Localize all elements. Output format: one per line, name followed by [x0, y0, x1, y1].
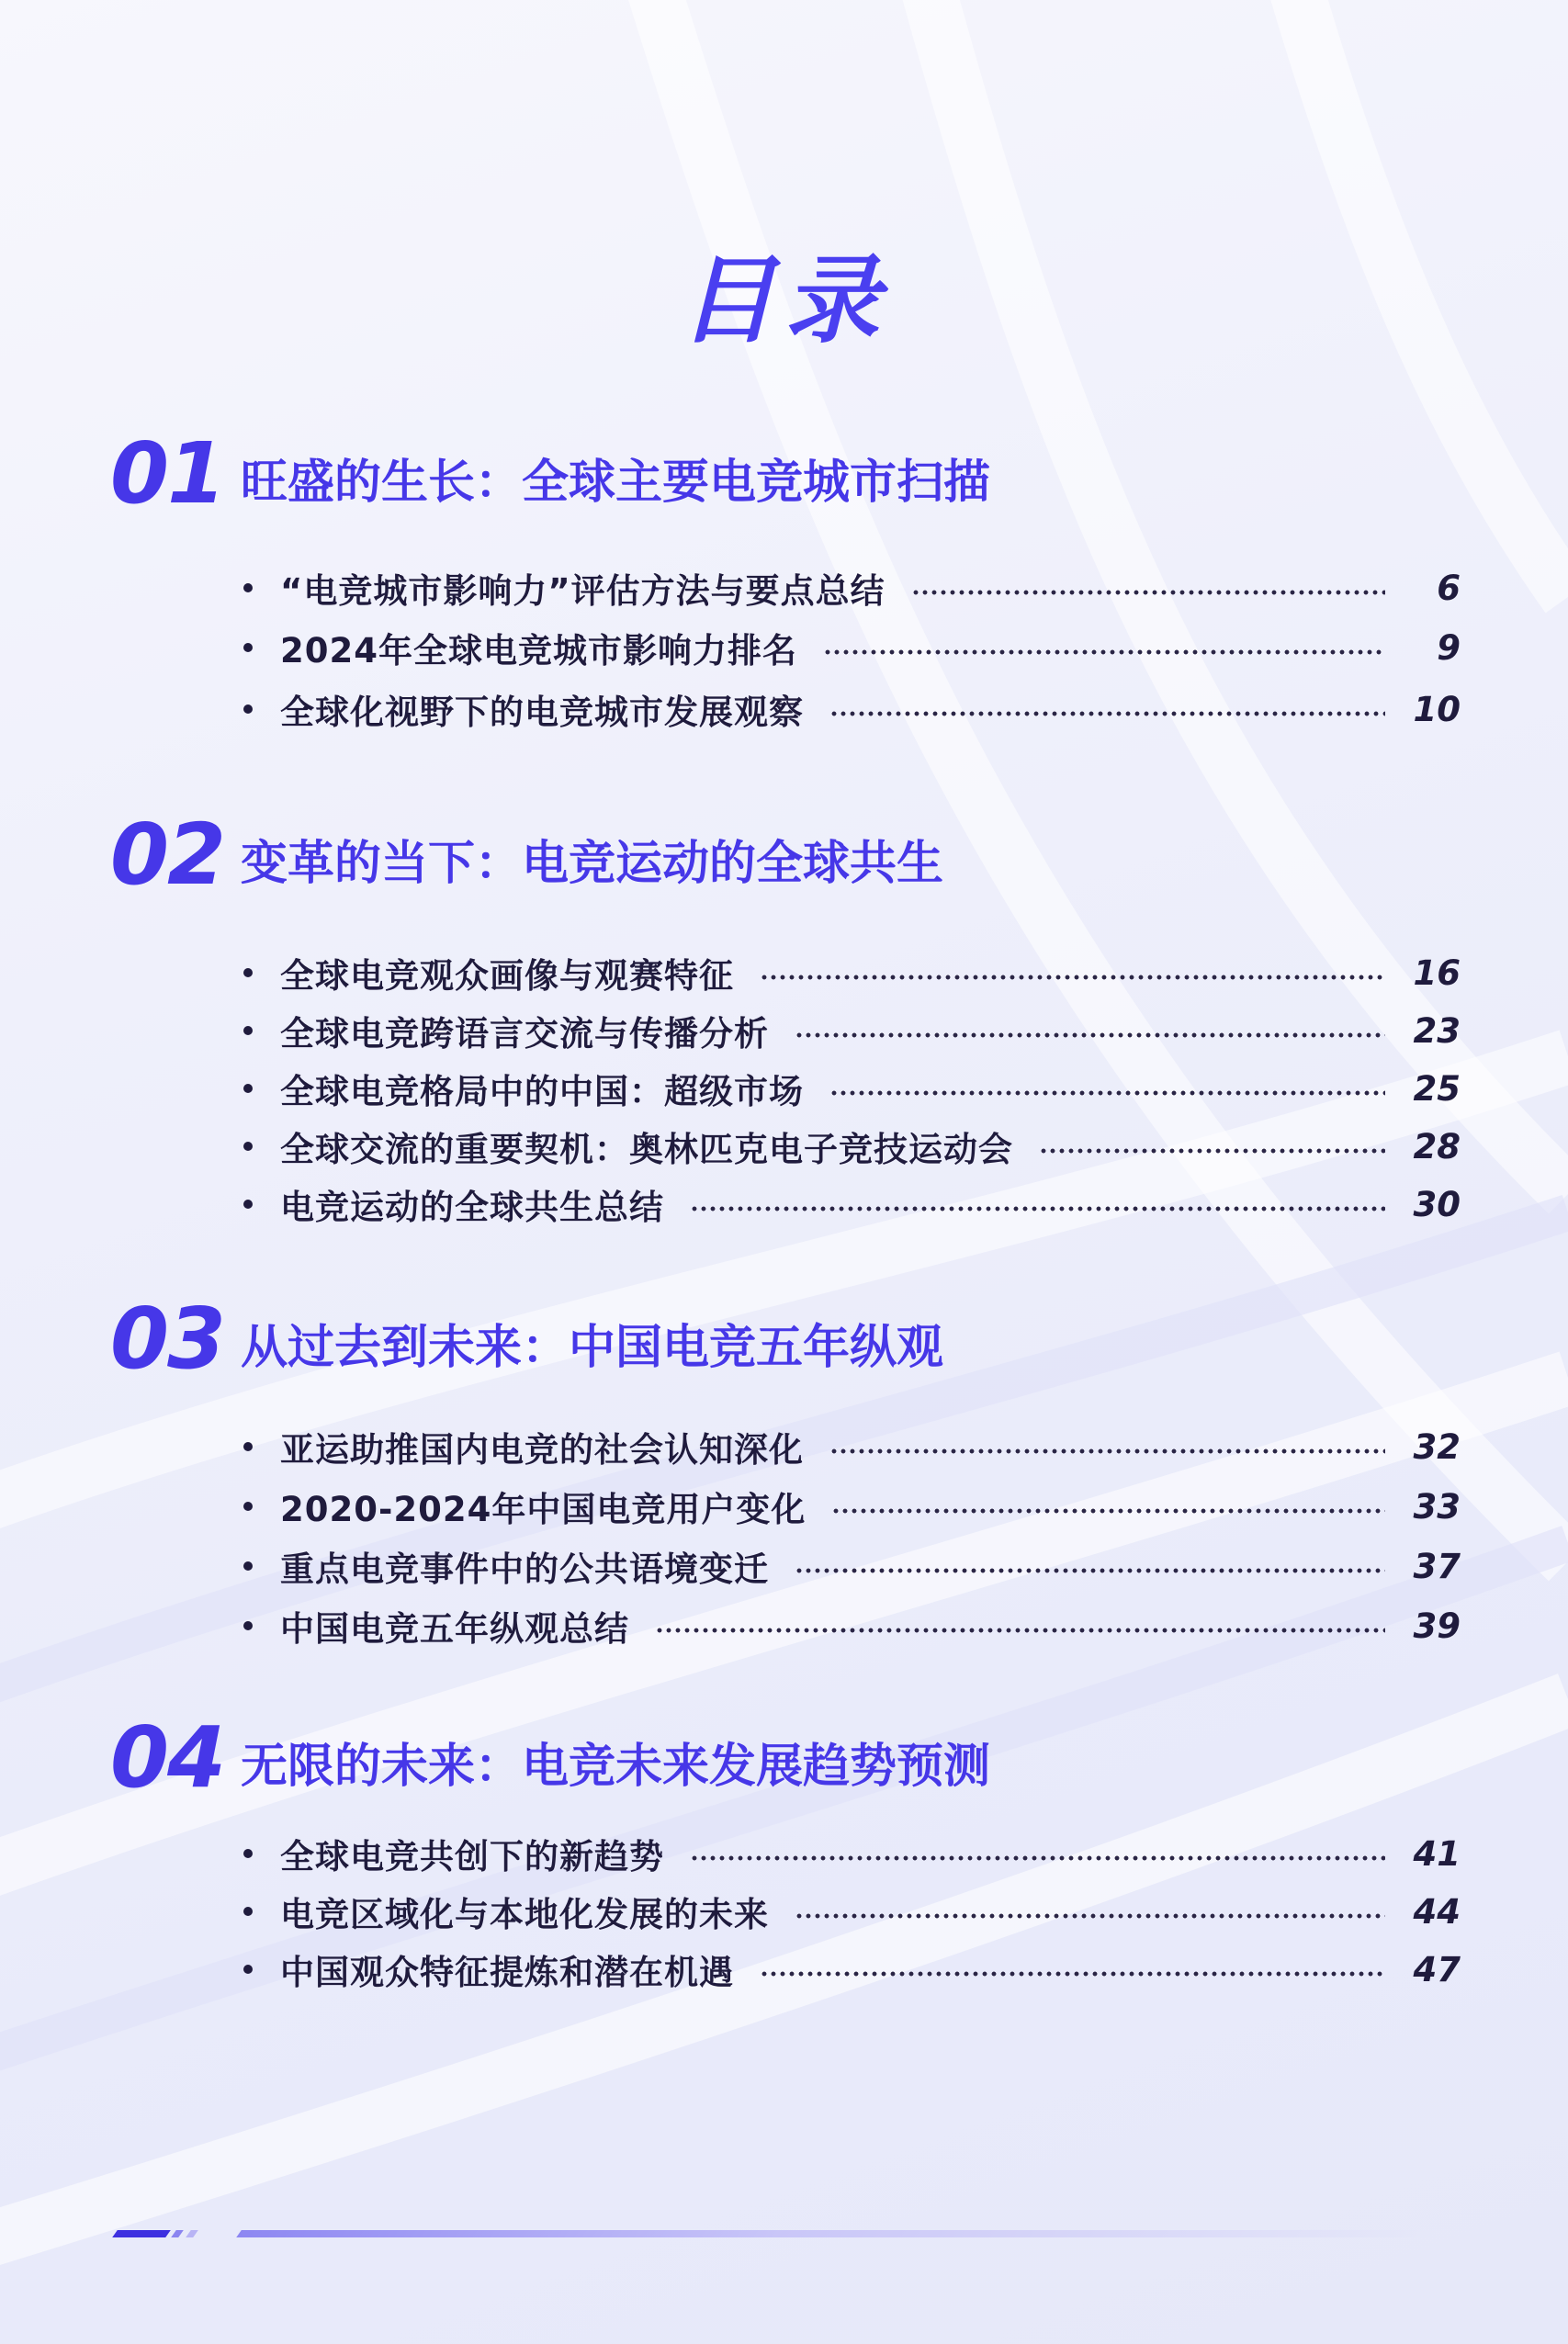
page-number: 41	[1413, 1833, 1461, 1874]
toc-item-label: “电竞城市影响力”评估方法与要点总结	[280, 571, 886, 611]
page-number: 30	[1413, 1184, 1461, 1224]
page-number: 37	[1413, 1546, 1461, 1586]
toc-item[interactable]	[243, 687, 1461, 731]
toc-item-label: 亚运助推国内电竞的社会认知深化	[280, 1430, 804, 1470]
bullet-icon	[243, 583, 253, 592]
dot-leader	[829, 1448, 1385, 1454]
dot-leader	[795, 1568, 1385, 1573]
toc-item[interactable]	[243, 625, 1461, 670]
bullet-icon	[243, 1502, 253, 1511]
dot-leader	[760, 975, 1385, 980]
bullet-icon	[243, 1965, 253, 1974]
page-number: 33	[1413, 1486, 1461, 1527]
page-number: 25	[1413, 1068, 1461, 1109]
dot-leader	[690, 1855, 1385, 1861]
dot-leader	[829, 1090, 1385, 1096]
bullet-icon	[243, 1026, 253, 1035]
toc-item-label: 全球交流的重要契机：奥林匹克电子竞技运动会	[280, 1130, 1013, 1169]
toc-item-label: 2024年全球电竞城市影响力排名	[280, 631, 797, 671]
dot-leader	[823, 649, 1385, 655]
toc-item-label: 全球化视野下的电竞城市发展观察	[280, 693, 804, 732]
toc-item-label: 全球电竞观众画像与观赛特征	[280, 956, 734, 996]
toc-item[interactable]	[243, 1066, 1461, 1110]
section-number: 02	[110, 806, 225, 904]
bullet-icon	[243, 1200, 253, 1209]
bullet-icon	[243, 1849, 253, 1858]
section-title[interactable]: 变革的当下：电竞运动的全球共生	[241, 837, 944, 891]
toc-item-label: 全球电竞跨语言交流与传播分析	[280, 1014, 769, 1054]
page-number: 16	[1413, 952, 1461, 993]
bullet-icon	[243, 1621, 253, 1630]
bullet-icon	[243, 1442, 253, 1451]
toc-item-label: 2020-2024年中国电竞用户变化	[280, 1490, 807, 1529]
dot-leader	[829, 711, 1385, 716]
section-title[interactable]: 无限的未来：电竞未来发展趋势预测	[241, 1740, 991, 1794]
dot-leader	[831, 1508, 1385, 1514]
toc-item-label: 中国观众特征提炼和潜在机遇	[280, 1953, 734, 1992]
toc-item[interactable]	[243, 1831, 1461, 1876]
dot-leader	[690, 1206, 1385, 1211]
page-number: 32	[1413, 1426, 1461, 1467]
page-number: 6	[1437, 568, 1461, 608]
bullet-icon	[243, 1561, 253, 1571]
bullet-icon	[243, 968, 253, 977]
page-number: 23	[1413, 1010, 1461, 1051]
toc-item-label: 全球电竞格局中的中国：超级市场	[280, 1072, 804, 1111]
dot-leader	[911, 590, 1385, 595]
bullet-icon	[243, 643, 253, 652]
page-number: 10	[1413, 689, 1461, 729]
toc-item-label: 全球电竞共创下的新趋势	[280, 1837, 664, 1876]
dot-leader	[795, 1913, 1385, 1919]
section-number: 03	[110, 1290, 225, 1388]
toc-item[interactable]	[243, 1182, 1461, 1226]
toc-item-label: 电竞运动的全球共生总结	[280, 1188, 664, 1227]
toc-item[interactable]	[243, 1889, 1461, 1933]
bullet-icon	[243, 1084, 253, 1093]
dot-leader	[760, 1971, 1385, 1977]
toc-item[interactable]	[243, 951, 1461, 995]
dot-leader	[795, 1032, 1385, 1038]
toc-item[interactable]	[243, 1947, 1461, 1991]
toc-item-label: 重点电竞事件中的公共语境变迁	[280, 1550, 769, 1589]
toc-item-label: 电竞区域化与本地化发展的未来	[280, 1895, 769, 1934]
page-number: 39	[1413, 1606, 1461, 1646]
page-title: 目录	[679, 243, 889, 356]
page-number: 44	[1413, 1891, 1461, 1932]
toc-item[interactable]	[243, 1484, 1461, 1528]
dot-leader	[1039, 1148, 1385, 1154]
section-number: 01	[110, 424, 225, 523]
page-number: 28	[1413, 1126, 1461, 1166]
toc-item[interactable]	[243, 1425, 1461, 1469]
toc-item[interactable]	[243, 1604, 1461, 1648]
toc-item-label: 中国电竞五年纵观总结	[280, 1609, 629, 1649]
section-title[interactable]: 旺盛的生长：全球主要电竞城市扫描	[241, 456, 991, 510]
footer-decoration-bar	[115, 2230, 1438, 2237]
bullet-icon	[243, 704, 253, 714]
toc-item[interactable]	[243, 1124, 1461, 1168]
dot-leader	[655, 1628, 1385, 1633]
page-number: 47	[1413, 1949, 1461, 1989]
bullet-icon	[243, 1907, 253, 1916]
bullet-icon	[243, 1142, 253, 1151]
toc-item[interactable]	[243, 1544, 1461, 1588]
toc-item[interactable]	[243, 566, 1461, 610]
page-number: 9	[1437, 627, 1461, 668]
section-title[interactable]: 从过去到未来：中国电竞五年纵观	[241, 1321, 944, 1375]
toc-item[interactable]	[243, 1009, 1461, 1053]
section-number: 04	[110, 1708, 225, 1807]
